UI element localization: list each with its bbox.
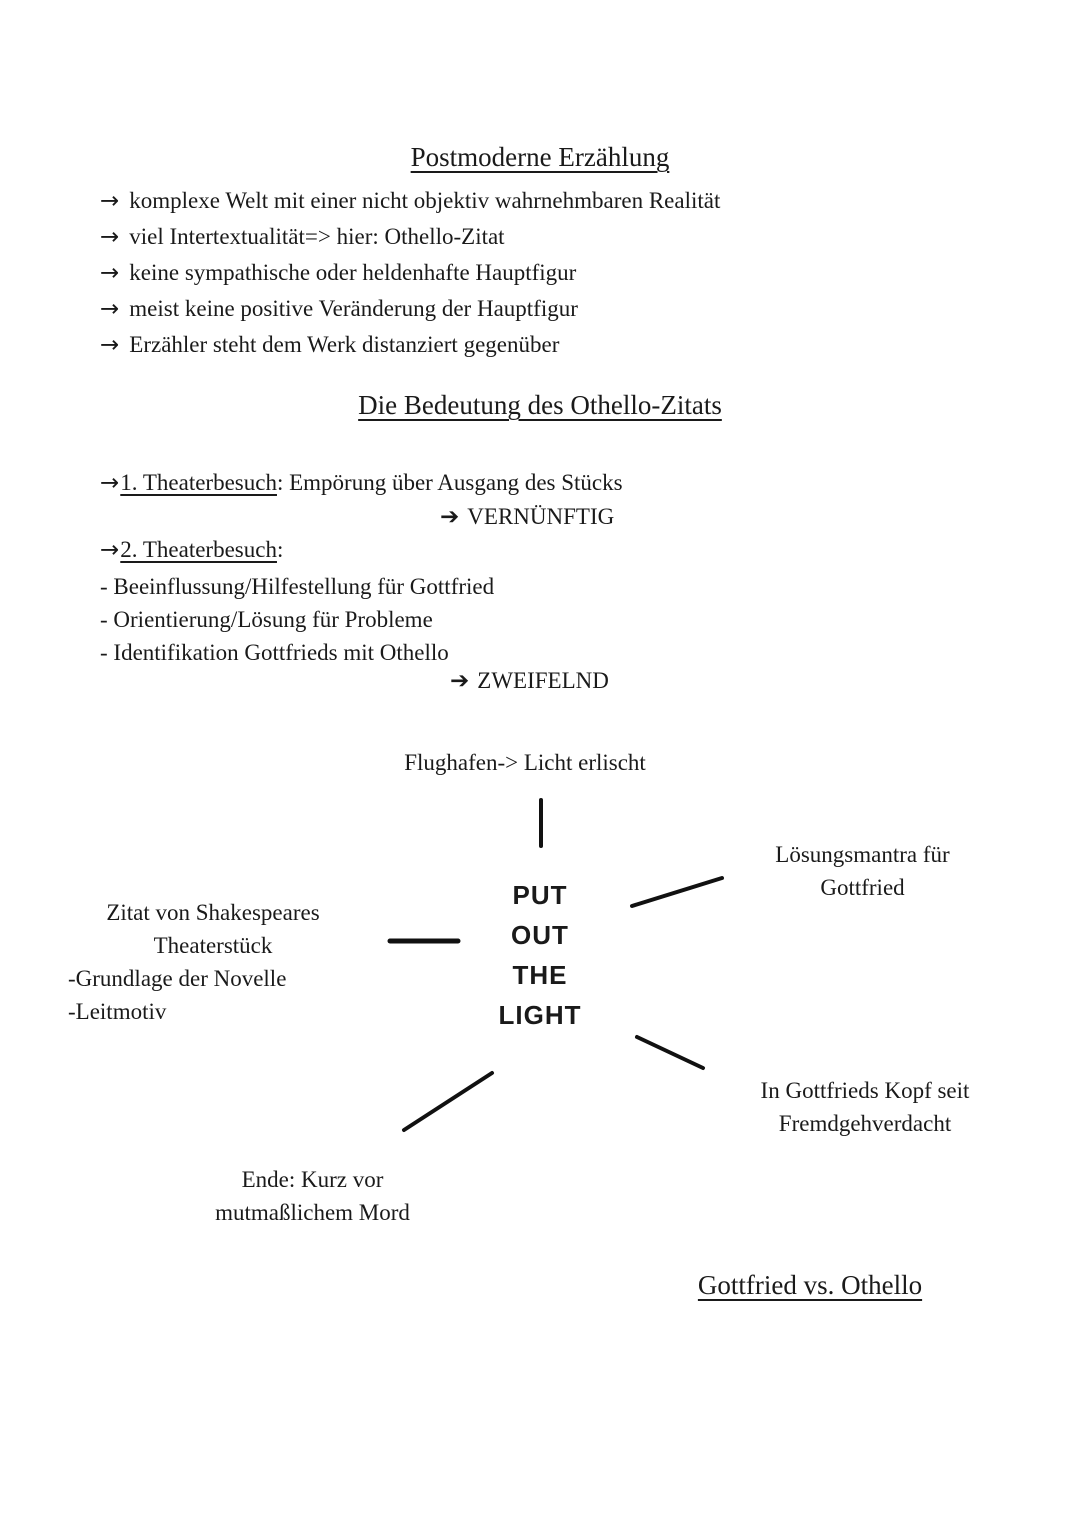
bullet-text: viel Intertextualität=> hier: Othello-Zitat [129, 224, 505, 249]
visit1-verdict [440, 504, 614, 530]
center-word: LIGHT [498, 1000, 582, 1030]
list-item [100, 219, 720, 255]
arrow-right-icon: → [100, 332, 120, 358]
list-item [100, 183, 720, 219]
arrow-right-icon: → [100, 260, 120, 286]
arrow-heavy-icon: ➔ [450, 668, 470, 694]
list-item: - Identifikation Gottfrieds mit Othello [100, 640, 449, 665]
label-line: In Gottfrieds Kopf seit [760, 1078, 970, 1103]
connector-line-right-top [632, 878, 722, 906]
list-item: - Orientierung/Lösung für Probleme [100, 607, 433, 632]
label-line: -Grundlage der Novelle [68, 966, 287, 991]
bullet-text: keine sympathische oder heldenhafte Hauptfigur [129, 260, 577, 285]
mindmap-node-ende [185, 1163, 440, 1229]
mindmap-center-node [440, 875, 640, 1035]
section-heading: Die Bedeutung des Othello-Zitats [358, 390, 722, 420]
visit1-rest: : Empörung über Ausgang des Stücks [276, 470, 623, 495]
footer-heading: Gottfried vs. Othello [697, 1270, 923, 1300]
label-line: Theaterstück [153, 933, 273, 958]
center-word: THE [512, 960, 568, 990]
arrow-right-icon: → [100, 188, 120, 214]
center-word: PUT [512, 880, 568, 910]
theater-visit-2 [100, 537, 283, 563]
connector-line-left-bottom [404, 1073, 492, 1130]
arrow-right-icon: → [100, 296, 120, 322]
bullet-text: Erzähler steht dem Werk distanziert gegenüber [129, 332, 560, 357]
mindmap-node-zitat [68, 896, 358, 1028]
list-item: - Beeinflussung/Hilfestellung für Gottfried [100, 574, 495, 599]
label-line: Gottfried [820, 875, 905, 900]
label-line: Zitat von Shakespeares [106, 900, 320, 925]
visit2-verdict [450, 668, 609, 694]
center-word: OUT [511, 920, 569, 950]
list-item [100, 327, 720, 363]
mindmap-node-flughafen: Flughafen-> Licht erlischt [404, 750, 646, 775]
bullet-text: meist keine positive Veränderung der Hauptfigur [129, 296, 578, 321]
label-line: mutmaßlichem Mord [215, 1200, 410, 1225]
visit2-colon: : [276, 537, 284, 562]
visit1-label: 1. Theaterbesuch [120, 470, 277, 495]
arrow-heavy-icon: ➔ [440, 504, 460, 530]
arrow-right-icon: → [100, 537, 120, 563]
verdict-text: VERNÜNFTIG [467, 504, 615, 529]
page-title: Postmoderne Erzählung [410, 142, 670, 172]
label-line: Lösungsmantra für [775, 842, 950, 867]
list-item [100, 255, 720, 291]
arrow-right-icon: → [100, 470, 120, 496]
label-line: -Leitmotiv [68, 999, 167, 1024]
mindmap-node-loesungsmantra [745, 838, 980, 904]
label-line: Ende: Kurz vor [241, 1167, 384, 1192]
list-item [100, 291, 720, 327]
label-line: Fremdgehverdacht [778, 1111, 952, 1136]
bullet-list [100, 183, 720, 363]
visit2-point-list [100, 570, 494, 669]
visit2-label: 2. Theaterbesuch [120, 537, 277, 562]
theater-visit-1 [100, 470, 623, 496]
connector-line-right-bottom [637, 1037, 703, 1068]
verdict-text: ZWEIFELND [477, 668, 609, 693]
mindmap-node-fremdgehverdacht [730, 1074, 1000, 1140]
arrow-right-icon: → [100, 224, 120, 250]
bullet-text: komplexe Welt mit einer nicht objektiv wahrnehmbaren Realität [129, 188, 721, 213]
